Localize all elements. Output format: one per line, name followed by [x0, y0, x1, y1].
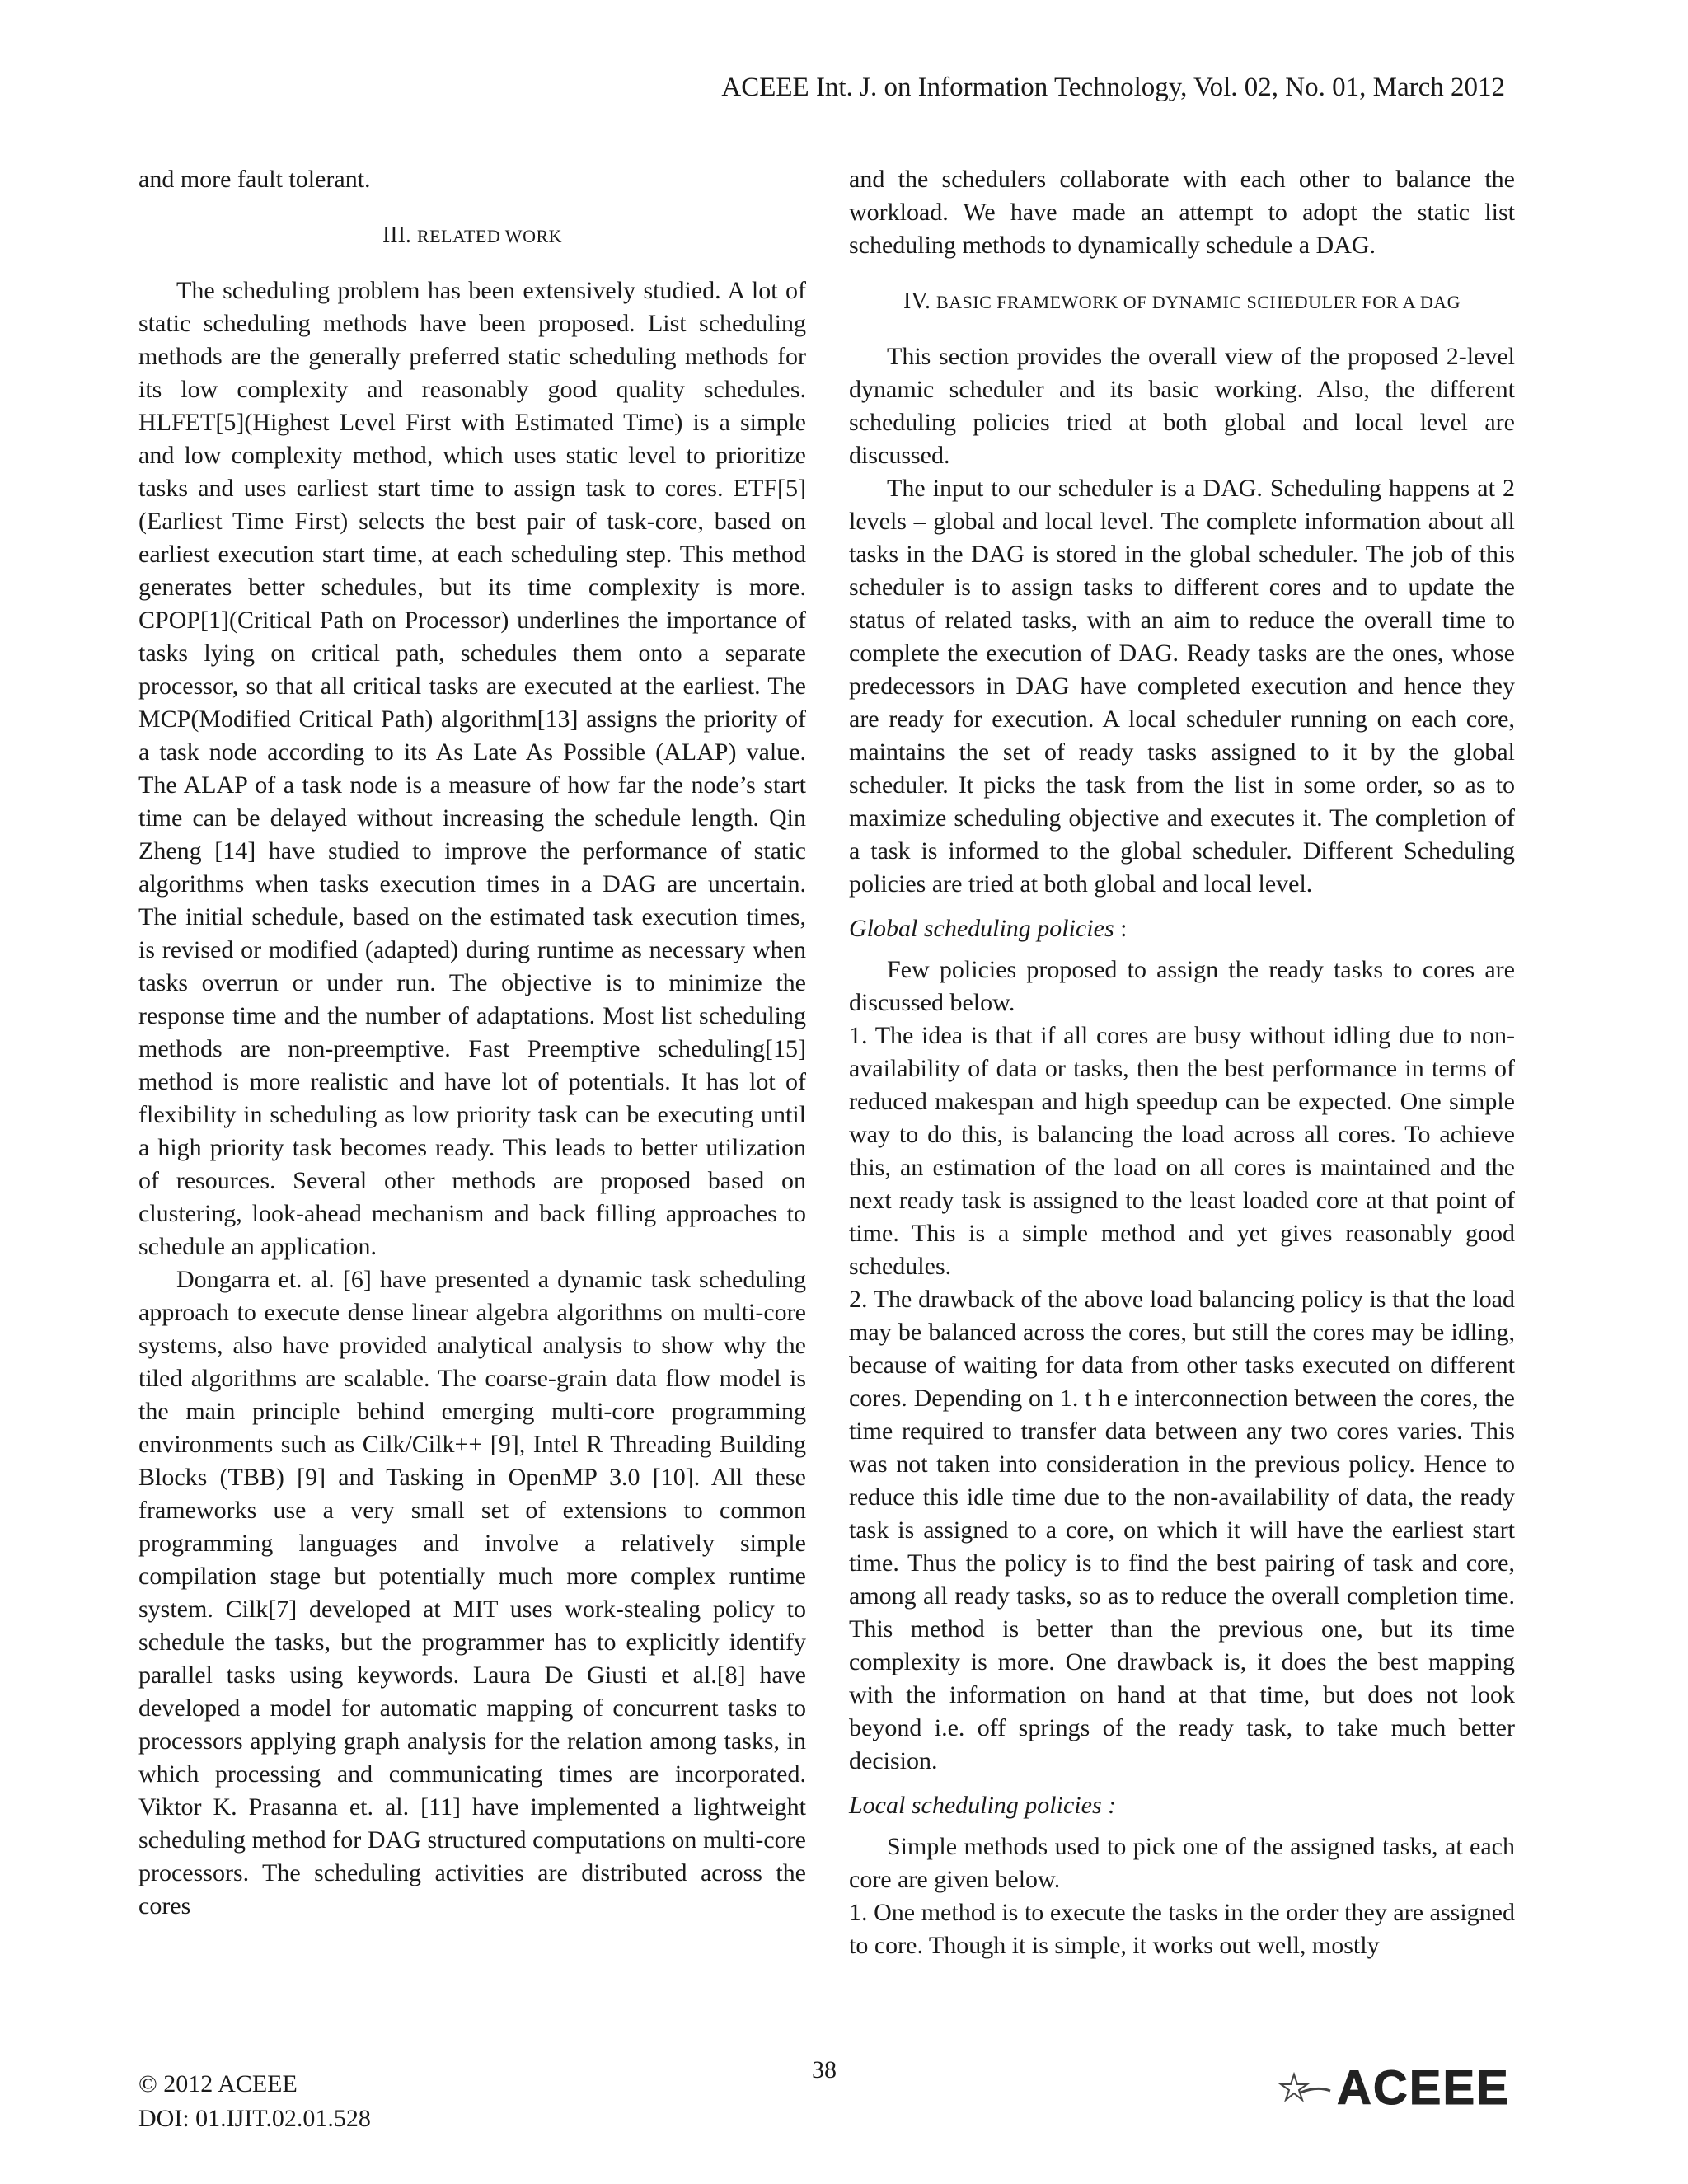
paragraph: Dongarra et. al. [6] have presented a dynamic task scheduling approach to execute dense linear algebra algorithms on multi-core systems, also have provided analytical analysis to show why the tiled algorithms are scalable. The coarse-grain data flow model is the main principle behind emerging multi-core programming environments such as Cilk/Cilk++ [9], Intel R Threading Building Blocks (TBB) [9] and Tasking in OpenMP 3.0 [10]. All these frameworks use a very small set of extensions to common programming languages and involve a relatively simple compilation stage but potentially much more complex runtime system. Cilk[7] developed at MIT uses work-stealing policy to schedule the tasks, but the programmer has to explicitly identify parallel tasks using keywords. Laura De Giusti et al.[8] have developed a model for automatic mapping of concurrent tasks to processors applying graph analysis for the relation among tasks, in which processing and communicating times are incorporated. Viktor K. Prasanna et. al. [11] have implemented a lightweight scheduling method for DAG structured computations on multi-core processors. The scheduling activities are distributed across the cores [138, 1266, 806, 1919]
paragraph: This section provides the overall view of the proposed 2-level dynamic scheduler and its basic working. Also, the different scheduling policies tried at both global and local level are discussed. [849, 343, 1515, 469]
section-title: BASIC FRAMEWORK OF DYNAMIC SCHEDULER FOR A DAG [935, 292, 1461, 312]
running-header: ACEEE Int. J. on Information Technology, Vol. 02, No. 01, March 2012 [721, 73, 1505, 102]
logo-text: ACEEE [1337, 2061, 1510, 2115]
intro-fragment: and the schedulers collaborate with each other to balance the workload. We have made an attempt to adopt the static list scheduling methods to dynamically schedule a DAG. [849, 166, 1515, 259]
section-number: III. [382, 223, 411, 248]
page-number: 38 [812, 2056, 837, 2083]
paragraph: The scheduling problem has been extensively studied. A lot of static scheduling methods have been proposed. List scheduling methods are the generally preferred static scheduling methods for its low complexity and reasonably good quality schedules. HLFET[5](Highest Level First with Estimated Time) is a simple and low complexity method, which uses static level to prioritize tasks and uses earliest start time to assign task to cores. ETF[5] (Earliest Time First) selects the best pair of task-core, based on earliest execution start time, at each scheduling step. This method generates better schedules, but its time complexity is more. CPOP[1](Critical Path on Processor) underlines the importance of tasks lying on critical path, schedules them onto a separate processor, so that all critical tasks are executed at the earliest. The MCP(Modified Critical Path) algorithm[13] assigns the priority of a task node according to its As Late As Possible (ALAP) value. The ALAP of a task node is a measure of how far the node’s start time can be delayed without increasing the schedule length. Qin Zheng [14] have studied to improve the performance of static algorithms when tasks execution times in a DAG are uncertain. The initial schedule, based on the estimated task execution times, is revised or modified (adapted) during runtime as necessary when tasks overrun or under run. The objective is to minimize the response time and the number of adaptations. Most list scheduling methods are non-preemptive. Fast Preemptive scheduling[15] method is more realistic and have lot of potentials. It has lot of flexibility in scheduling as low priority task can be executing until a high priority task becomes ready. This leads to better utilization of resources. Several other methods are proposed based on clustering, look-ahead mechanism and back filling approaches to schedule an application. [138, 277, 806, 1260]
left-column [138, 163, 806, 1923]
paragraph: Few policies proposed to assign the ready tasks to cores are discussed below. [849, 956, 1515, 1016]
subheading-text: Global scheduling policies [849, 915, 1114, 942]
intro-fragment: and more fault tolerant. [138, 166, 371, 193]
list-item: 1. The idea is that if all cores are busy without idling due to non-availability of data or tasks, then the best performance in terms of reduced makespan and high speedup can be expected. One simple way to do this, is balancing the load across all cores. To achieve this, an estimation of the load on all cores is maintained and the next ready task is assigned to the least loaded core at that point of time. This is a simple method and yet gives reasonably good schedules. [849, 1022, 1515, 1280]
list-item: 2. The drawback of the above load balancing policy is that the load may be balanced across the cores, but still the cores may be idling, because of waiting for data from other tasks executed on different cores. Depending on 1. t h e interconnection between the cores, the time required to transfer data between any two cores varies. This was not taken into consideration in the previous policy. Hence to reduce this idle time due to the non-availability of data, the ready task is assigned to a core, on which it will have the earliest start time. Thus the policy is to find the best pairing of task and core, among all ready tasks, so as to reduce the overall completion time. This method is better than the previous one, but its time complexity is more. One drawback is, it does the best mapping with the information on hand at that time, but does not look beyond i.e. off springs of the ready task, to take much better decision. [849, 1286, 1515, 1774]
list-item: 1. One method is to execute the tasks in the order they are assigned to core. Though it is simple, it works out well, mostly [849, 1899, 1515, 1959]
subheading-local-policies: Local scheduling policies : [849, 1792, 1117, 1819]
copyright: © 2012 ACEEE [138, 2070, 298, 2097]
right-column [849, 163, 1515, 1962]
publisher-logo [1276, 2060, 1510, 2116]
doi: DOI: 01.IJIT.02.01.528 [138, 2105, 371, 2132]
paragraph: Simple methods used to pick one of the assigned tasks, at each core are given below. [849, 1833, 1515, 1893]
subheading-suffix: : [1114, 915, 1128, 942]
section-heading-related-work [138, 219, 806, 253]
paragraph: The input to our scheduler is a DAG. Scheduling happens at 2 levels – global and local level. The complete information about all tasks in the DAG is stored in the global scheduler. The job of this scheduler is to assign tasks to different cores and to update the status of related tasks, with an aim to reduce the overall time to complete the execution of DAG. Ready tasks are the ones, whose predecessors in DAG have completed execution and hence they are ready for execution. A local scheduler running on each core, maintains the set of ready tasks assigned to it by the global scheduler. It picks the task from the list in some order, so as to maximize scheduling objective and executes it. The completion of a task is informed to the global scheduler. Different Scheduling policies are tried at both global and local level. [849, 475, 1515, 898]
section-number: IV. [903, 288, 931, 314]
footer-left [138, 2067, 371, 2136]
section-heading-basic-framework [849, 285, 1515, 319]
section-title: RELATED WORK [416, 226, 563, 246]
subheading-global-policies [849, 912, 1515, 945]
star-swoosh-icon [1276, 2068, 1334, 2109]
